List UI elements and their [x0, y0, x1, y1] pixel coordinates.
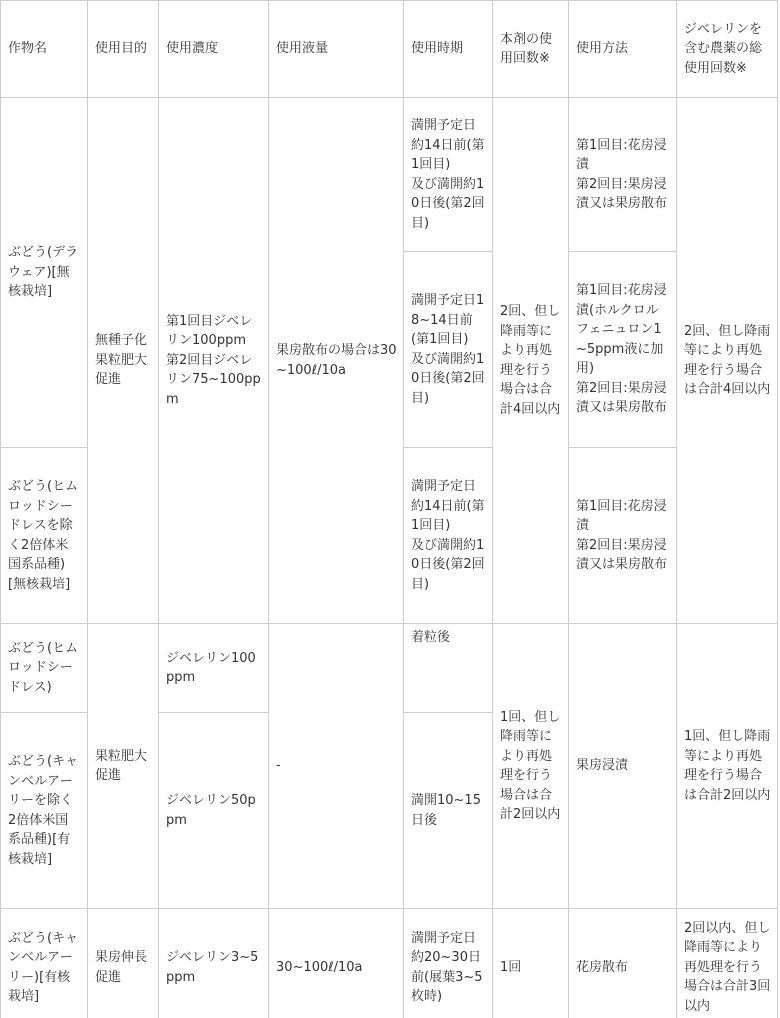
method-cell: 花房散布 — [569, 909, 677, 1018]
header-purpose: 使用目的 — [88, 1, 159, 98]
total-count-cell: 2回、但し降雨等により再処理を行う場合は合計4回以内 — [677, 98, 778, 624]
purpose-cell: 無種子化 果粒肥大促進 — [88, 98, 159, 624]
table-row — [1, 624, 778, 713]
usage-count-cell: 1回 — [493, 909, 569, 1018]
table-row — [1, 98, 778, 252]
usage-count-cell: 1回、但し降雨等により再処理を行う場合は合計2回以内 — [493, 624, 569, 909]
concentration-cell: 第1回目ジベレリン100ppm 第2回目ジベレリン75~100ppm — [159, 98, 269, 624]
crop-cell: ぶどう(ヒムロッドシードレスを除く2倍体米国系品種)[無核栽培] — [1, 448, 88, 624]
concentration-cell: ジベレリン100ppm — [159, 624, 269, 713]
total-count-cell: 1回、但し降雨等により再処理を行う場合は合計2回以内 — [677, 624, 778, 909]
concentration-cell: ジベレリン3~5ppm — [159, 909, 269, 1018]
method-cell: 果房浸漬 — [569, 624, 677, 909]
timing-cell: 満開予定日約14日前(第1回目) 及び満開約10日後(第2回目) — [404, 98, 493, 252]
purpose-cell: 果粒肥大促進 — [88, 624, 159, 909]
header-concentration: 使用濃度 — [159, 1, 269, 98]
header-timing: 使用時期 — [404, 1, 493, 98]
header-usage-count: 本剤の使用回数※ — [493, 1, 569, 98]
crop-cell: ぶどう(キャンベルアーリー)[有核栽培] — [1, 909, 88, 1018]
header-total-count: ジベレリンを含む農薬の総使用回数※ — [677, 1, 778, 98]
total-count-cell: 2回以内、但し降雨等により再処理を行う場合は合計3回以内 — [677, 909, 778, 1018]
method-cell: 第1回目:花房浸漬 第2回目:果房浸漬又は果房散布 — [569, 98, 677, 252]
timing-cell: 満開10~15日後 — [404, 713, 493, 909]
purpose-cell: 果房伸長促進 — [88, 909, 159, 1018]
volume-cell: 30~100ℓ/10a — [269, 909, 404, 1018]
crop-cell: ぶどう(ヒムロッドシードレス) — [1, 624, 88, 713]
timing-cell: 着粒後 — [404, 624, 493, 713]
crop-cell: ぶどう(キャンベルアーリーを除く2倍体米国系品種)[有核栽培] — [1, 713, 88, 909]
method-cell: 第1回目:花房浸漬(ホルクロルフェニュロン1~5ppm液に加用) 第2回目:果房浸漬又は果房散布 — [569, 252, 677, 448]
header-method: 使用方法 — [569, 1, 677, 98]
timing-cell: 満開予定日約20~30日前(展葉3~5枚時) — [404, 909, 493, 1018]
header-crop: 作物名 — [1, 1, 88, 98]
header-volume: 使用液量 — [269, 1, 404, 98]
timing-cell: 満開予定日約14日前(第1回目) 及び満開約10日後(第2回目) — [404, 448, 493, 624]
crop-cell: ぶどう(デラウェア)[無核栽培] — [1, 98, 88, 448]
usage-count-cell: 2回、但し降雨等により再処理を行う場合は合計4回以内 — [493, 98, 569, 624]
table-header-row — [1, 1, 778, 98]
method-cell: 第1回目:花房浸漬 第2回目:果房浸漬又は果房散布 — [569, 448, 677, 624]
concentration-cell: ジベレリン50ppm — [159, 713, 269, 909]
volume-cell: - — [269, 624, 404, 909]
table-row — [1, 909, 778, 1018]
timing-cell: 満開予定日18~14日前(第1回目) 及び満開約10日後(第2回目) — [404, 252, 493, 448]
volume-cell: 果房散布の場合は30~100ℓ/10a — [269, 98, 404, 624]
